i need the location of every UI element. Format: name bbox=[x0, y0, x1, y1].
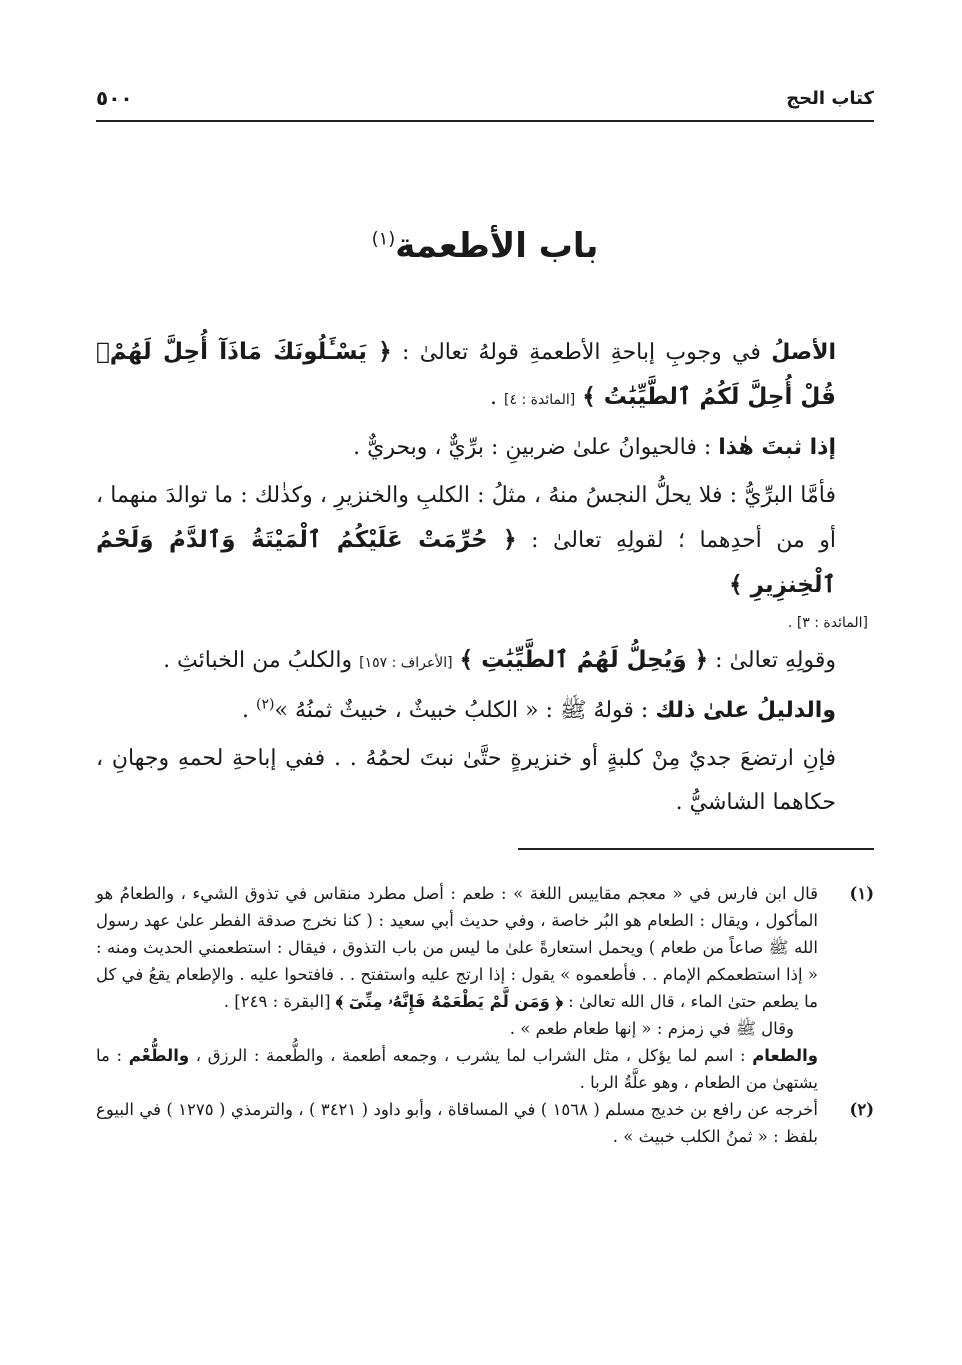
paragraph-1 bbox=[96, 330, 874, 422]
footnote-text: قال ابن فارس في « معجم مقاييس اللغة » : طعم : أصل مطرد منقاس في تذوق الشيء ، والطعامُ هو المأكول ، ويقال : الطعام هو البُر خاصة ، وفي حديث أبي سعيد : ( كنا نخرج صدقة الفطر علىٰ عهد رسول الله ﷺ صاعاً من طعام ) ويحمل استعارةً علىٰ ما ليس من باب التذوق ، فيقال : استطعمني الحديث ومنه : « إذا استطعمكم الإمام . . فأطعموه » يقول : إذا ارتج عليه واستفتح . . فافتحوا عليه . والإطعام يقعُ في كل ما يطعم حتىٰ الماء ، قال الله تعالىٰ : bbox=[96, 884, 818, 1011]
footnote-text: : ما يشتهىٰ من الطعام ، وهو علَّةُ الربا . bbox=[96, 1046, 818, 1092]
running-header bbox=[96, 84, 874, 114]
footnote-text: : اسم لما يؤكل ، مثل الشراب لما يشرب ، وجمعه أطعمة ، والطُّعمة : الرزق ، bbox=[189, 1046, 753, 1065]
verse-reference-line bbox=[96, 608, 874, 638]
paragraph-lead: الأصلُ bbox=[771, 340, 837, 365]
footnote-text: [البقرة : ٢٤٩] . bbox=[223, 992, 336, 1011]
running-title: كتاب الحج bbox=[786, 88, 874, 109]
footnote-term: والطُّعْم bbox=[128, 1046, 190, 1065]
footnote-definitions bbox=[96, 1042, 818, 1096]
footnote-separator bbox=[518, 848, 874, 850]
paragraph-4 bbox=[96, 638, 874, 685]
footnotes bbox=[96, 880, 874, 1150]
paragraph-text: وقولِهِ تعالىٰ : bbox=[708, 648, 836, 673]
verse-reference: [المائدة : ٤] bbox=[504, 392, 576, 408]
chapter-title-text: باب الأطعمة bbox=[395, 226, 599, 266]
quran-verse: ﴿ يَسْـَٔلُونَكَ مَاذَآ أُحِلَّ لَهُمْۖ قُلْ أُحِلَّ لَكُمُ ٱلطَّيِّبَٰتُ ﴾ bbox=[96, 339, 836, 410]
paragraph-5 bbox=[96, 689, 874, 733]
footnote-text: أخرجه عن رافع بن خديج مسلم ( ١٥٦٨ ) في المساقاة ، وأبو داود ( ٣٤٢١ ) ، والترمذي ( ١٢٧٥ ) في البيوع بلفظ : « ثمنُ الكلب خبيث » . bbox=[96, 1100, 818, 1146]
paragraph-6 bbox=[96, 737, 874, 825]
footnote-subline: وقال ﷺ في زمزم : « إنها طعام طعم » . bbox=[509, 1019, 794, 1038]
paragraph-text: : فالحيوانُ علىٰ ضربينِ : برِّيٌّ ، وبحريٌّ . bbox=[353, 435, 719, 460]
verse-reference: [الأعراف : ١٥٧] bbox=[359, 655, 453, 671]
footnote-1 bbox=[96, 880, 874, 1096]
paragraph-text: في وجوبِ إباحةِ الأطعمةِ قولهُ تعالىٰ : bbox=[391, 340, 772, 365]
footnote-number: (٢) bbox=[849, 1100, 874, 1119]
footnote-main-text bbox=[96, 880, 818, 1015]
quran-verse: ﴿ وَيُحِلُّ لَهُمُ ٱلطَّيِّبَٰتِ ﴾ bbox=[459, 647, 709, 673]
footnote-2 bbox=[96, 1096, 874, 1150]
paragraph-end: . bbox=[490, 385, 505, 410]
chapter-title bbox=[96, 226, 874, 266]
verse-reference: [المائدة : ٣] bbox=[796, 615, 868, 631]
paragraph-2 bbox=[96, 426, 874, 470]
paragraph-text: فإنِ ارتضعَ جديٌ مِنْ كلبةٍ أو خنزيرةٍ حتَّىٰ نبتَ لحمُهُ . . ففي إباحةِ لحمهِ وجهانِ ، حكاهما الشاشيُّ . bbox=[96, 746, 836, 815]
body-text bbox=[96, 330, 874, 829]
paragraph-text: فأمَّا البرِّيُّ : فلا يحلُّ النجسُ منهُ ، مثلُ : الكلبِ والخنزيرِ ، وكذٰلك : ما توالدَ منهما ، أو من أحدِهما ؛ لقولِهِ تعالىٰ : bbox=[96, 483, 836, 553]
quran-verse: ﴿ حُرِّمَتْ عَلَيْكُمُ ٱلْمَيْتَةُ وَٱلدَّمُ وَلَحْمُ ٱلْخِنزِيرِ ﴾ bbox=[96, 527, 836, 598]
header-rule bbox=[96, 120, 874, 122]
paragraph-end: والكلبُ من الخبائثِ . bbox=[163, 648, 360, 673]
chapter-footnote-mark: (١) bbox=[371, 228, 396, 250]
paragraph-end: . bbox=[787, 615, 797, 631]
paragraph-end: . bbox=[242, 698, 257, 723]
footnote-term: والطعام bbox=[752, 1046, 818, 1065]
footnote-number: (١) bbox=[849, 884, 874, 903]
page-number: ٥٠٠ bbox=[96, 86, 133, 110]
paragraph-lead: والدليلُ علىٰ ذلك bbox=[655, 698, 836, 723]
paragraph-lead: إذا ثبتَ هٰذا bbox=[718, 435, 836, 460]
quran-verse: ﴿ وَمَن لَّمْ يَطْعَمْهُ فَإِنَّهُۥ مِنِّىٓ ﴾ bbox=[335, 992, 563, 1011]
paragraph-3 bbox=[96, 474, 874, 608]
footnote-mark: (٢) bbox=[256, 696, 275, 713]
paragraph-text: : قولهُ ﷺ : « الكلبُ خبيثٌ ، خبيثٌ ثمنُهُ » bbox=[274, 698, 656, 723]
